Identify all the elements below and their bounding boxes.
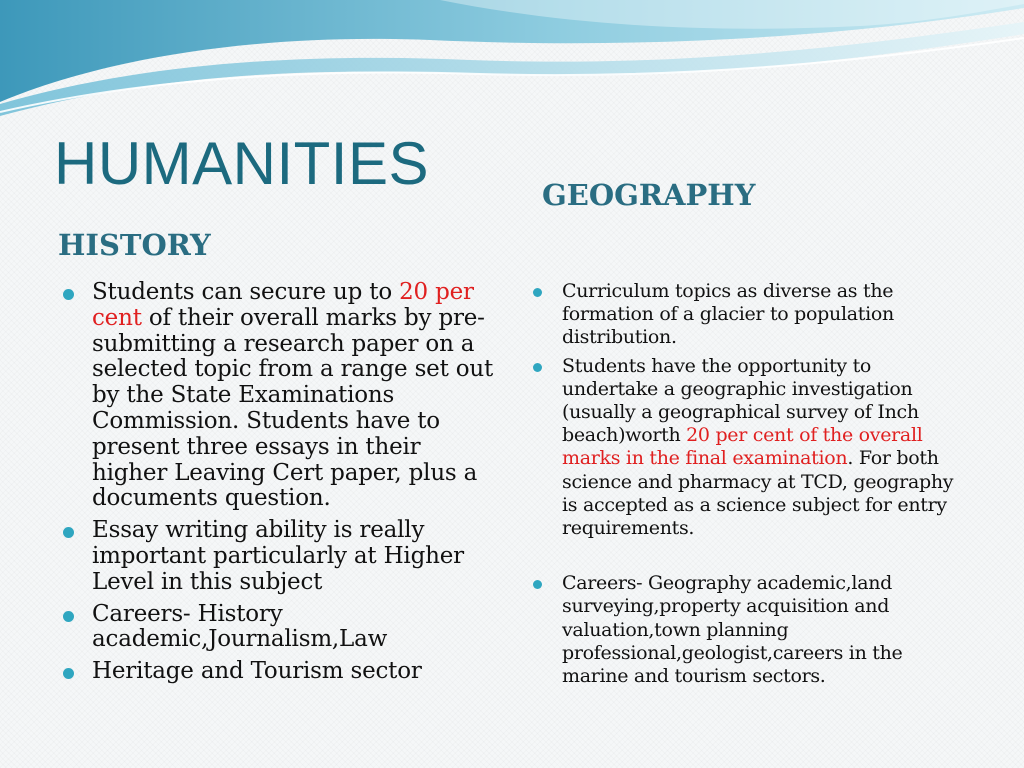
bullet-text: . For both science and pharmacy at TCD, geography is accepted as a science subject for entry requirements. (562, 447, 954, 540)
bullet-icon (533, 363, 542, 372)
bullet-text: Essay writing ability is really important particularly at Higher Level in this subject (92, 517, 464, 595)
highlighted-text: 20 per cent (92, 279, 474, 331)
list-item (62, 602, 502, 654)
history-bullet-list (62, 280, 502, 691)
list-item (532, 572, 972, 688)
history-heading: HISTORY (58, 228, 211, 262)
list-item (62, 280, 502, 512)
geography-bullet-list (532, 280, 972, 693)
bullet-text: Students have the opportunity to undertake a geographic investigation (usually a geographical survey of Inch beach)worth (562, 354, 919, 447)
bullet-icon (63, 527, 74, 538)
bullet-text: Curriculum topics as diverse as the formation of a glacier to population distribution. (562, 280, 894, 349)
bullet-text: of their overall marks by pre-submitting a research paper on a selected topic from a range set out by the State Examinations Commission. Students have to present three essays in their higher Leaving Cert paper, plus a documents question. (92, 304, 494, 512)
list-item (62, 518, 502, 595)
bullet-icon (63, 289, 74, 300)
list-item (532, 355, 972, 541)
bullet-text: Careers- History academic,Journalism,Law (92, 600, 388, 653)
bullet-text: Heritage and Tourism sector (92, 658, 422, 685)
list-item (532, 280, 972, 350)
highlighted-text: 20 per cent of the overall marks in the final examination (562, 424, 923, 470)
decorative-wave-header (0, 0, 1024, 120)
slide-title: HUMANITIES (54, 130, 430, 197)
bullet-icon (533, 580, 542, 589)
list-item (62, 659, 502, 685)
bullet-text: Careers- Geography academic,land surveying,property acquisition and valuation,town planning professional,geologist,careers in the marine and tourism sectors. (562, 572, 903, 688)
geography-heading: GEOGRAPHY (542, 178, 756, 212)
bullet-icon (533, 288, 542, 297)
bullet-icon (63, 668, 74, 679)
bullet-icon (63, 611, 74, 622)
bullet-text: Students can secure up to (92, 279, 400, 305)
